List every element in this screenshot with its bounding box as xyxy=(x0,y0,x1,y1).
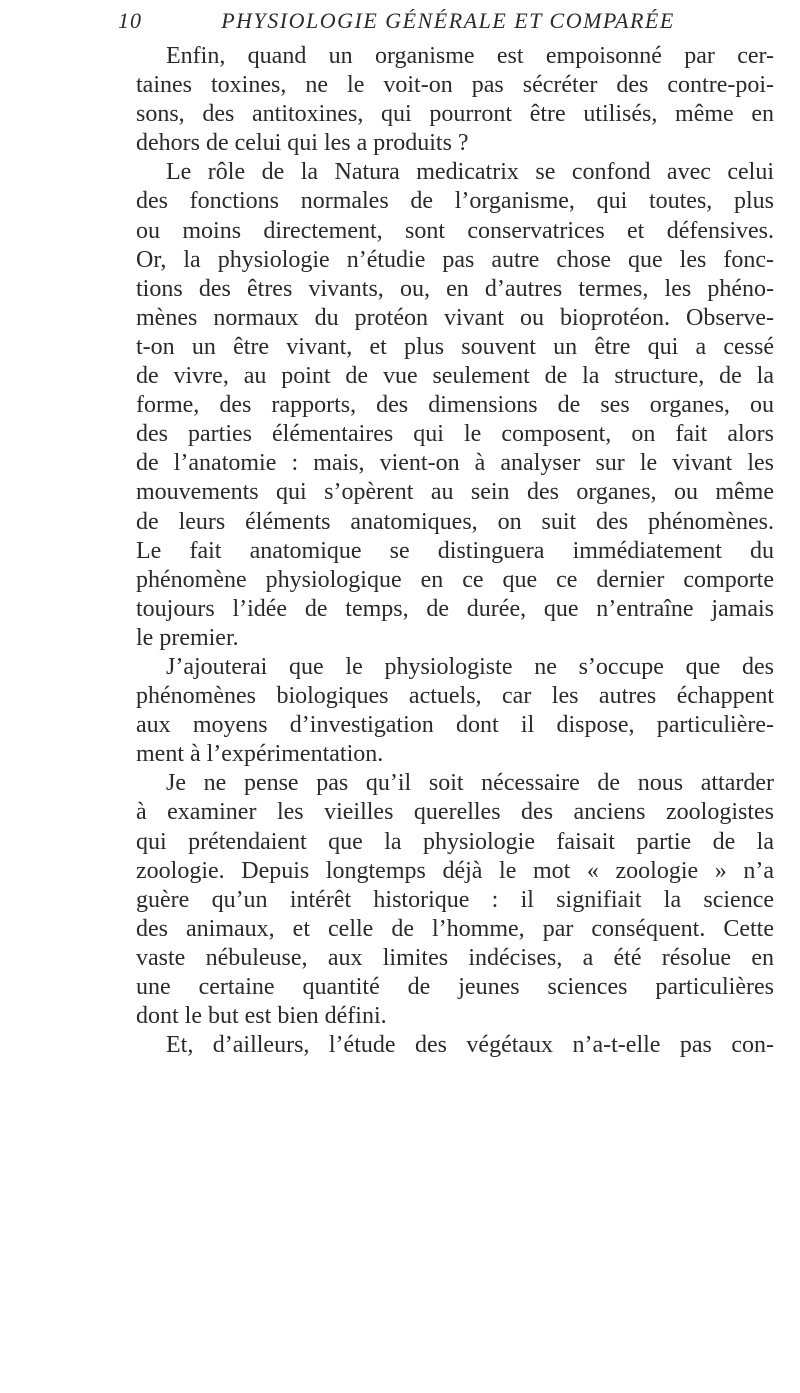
text-line: de vivre, au point de vue seulement de la structure, de la xyxy=(136,363,774,390)
text-line: le premier. xyxy=(136,624,239,651)
text-line: t-on un être vivant, et plus souvent un être qui a cessé xyxy=(136,333,774,360)
text-line: une certaine quantité de jeunes sciences particulières xyxy=(136,974,774,1000)
text-line: Je ne pense pas qu’il soit nécessaire de nous attarder xyxy=(166,770,774,797)
text-line: phénomène physiologique en ce que ce dernier comporte xyxy=(136,566,774,593)
text-line: forme, des rapports, des dimensions de ses organes, ou xyxy=(136,392,774,419)
text-line: zoologie. Depuis longtemps déjà le mot « zoologie » n’a xyxy=(136,857,774,884)
running-head xyxy=(118,8,778,42)
text-line: ou moins directement, sont conservatrices et défensives. xyxy=(136,217,774,244)
text-line: des parties élémentaires qui le composent, on fait alors xyxy=(136,421,774,448)
text-line: aux moyens d’investigation dont il dispose, particulière- xyxy=(136,712,774,739)
text-line: vaste nébuleuse, aux limites indécises, a été résolue en xyxy=(136,944,774,971)
text-line: Or, la physiologie n’étudie pas autre chose que les fonc- xyxy=(136,246,774,273)
body-text xyxy=(136,42,774,1060)
text-line: qui prétendaient que la physiologie faisait partie de la xyxy=(136,828,774,855)
text-line: phénomènes biologiques actuels, car les autres échappent xyxy=(136,683,774,710)
text-line: Le fait anatomique se distinguera immédiatement du xyxy=(136,537,774,564)
text-line: à examiner les vieilles querelles des anciens zoologistes xyxy=(136,799,774,826)
text-line: mènes normaux du protéon vivant ou bioprotéon. Observe- xyxy=(136,304,774,331)
paragraph xyxy=(136,769,774,1031)
text-line: Le rôle de la Natura medicatrix se confond avec celui xyxy=(166,159,774,186)
text-line: J’ajouterai que le physiologiste ne s’occupe que des xyxy=(166,653,774,680)
paragraph xyxy=(136,1031,774,1060)
page-number: 10 xyxy=(118,8,142,33)
text-line: guère qu’un intérêt historique : il signifiait la science xyxy=(136,886,774,913)
text-line: taines toxines, ne le voit-on pas sécréter des contre-poi- xyxy=(136,72,774,99)
paragraph xyxy=(136,158,774,653)
running-title: PHYSIOLOGIE GÉNÉRALE ET COMPARÉE xyxy=(221,8,675,33)
text-line: des animaux, et celle de l’homme, par conséquent. Cette xyxy=(136,915,774,942)
text-line: dont le but est bien défini. xyxy=(136,1003,387,1030)
text-line: toujours l’idée de temps, de durée, que n’entraîne jamais xyxy=(136,595,774,622)
text-line: des fonctions normales de l’organisme, qui toutes, plus xyxy=(136,188,774,215)
text-line: sons, des antitoxines, qui pourront être utilisés, même en xyxy=(136,101,774,128)
text-line: Et, d’ailleurs, l’étude des végétaux n’a-t-elle pas con- xyxy=(166,1032,774,1059)
text-line: Enfin, quand un organisme est empoisonné par cer- xyxy=(166,43,774,69)
paragraph xyxy=(136,653,774,769)
paragraph xyxy=(136,42,774,158)
text-line: mouvements qui s’opèrent au sein des organes, ou même xyxy=(136,479,774,506)
text-line: de leurs éléments anatomiques, on suit des phénomènes. xyxy=(136,508,774,535)
text-line: tions des êtres vivants, ou, en d’autres termes, les phéno- xyxy=(136,275,774,302)
text-line: de l’anatomie : mais, vient-on à analyser sur le vivant les xyxy=(136,450,774,477)
text-line: ment à l’expérimentation. xyxy=(136,741,384,768)
text-line: dehors de celui qui les a produits ? xyxy=(136,130,469,157)
